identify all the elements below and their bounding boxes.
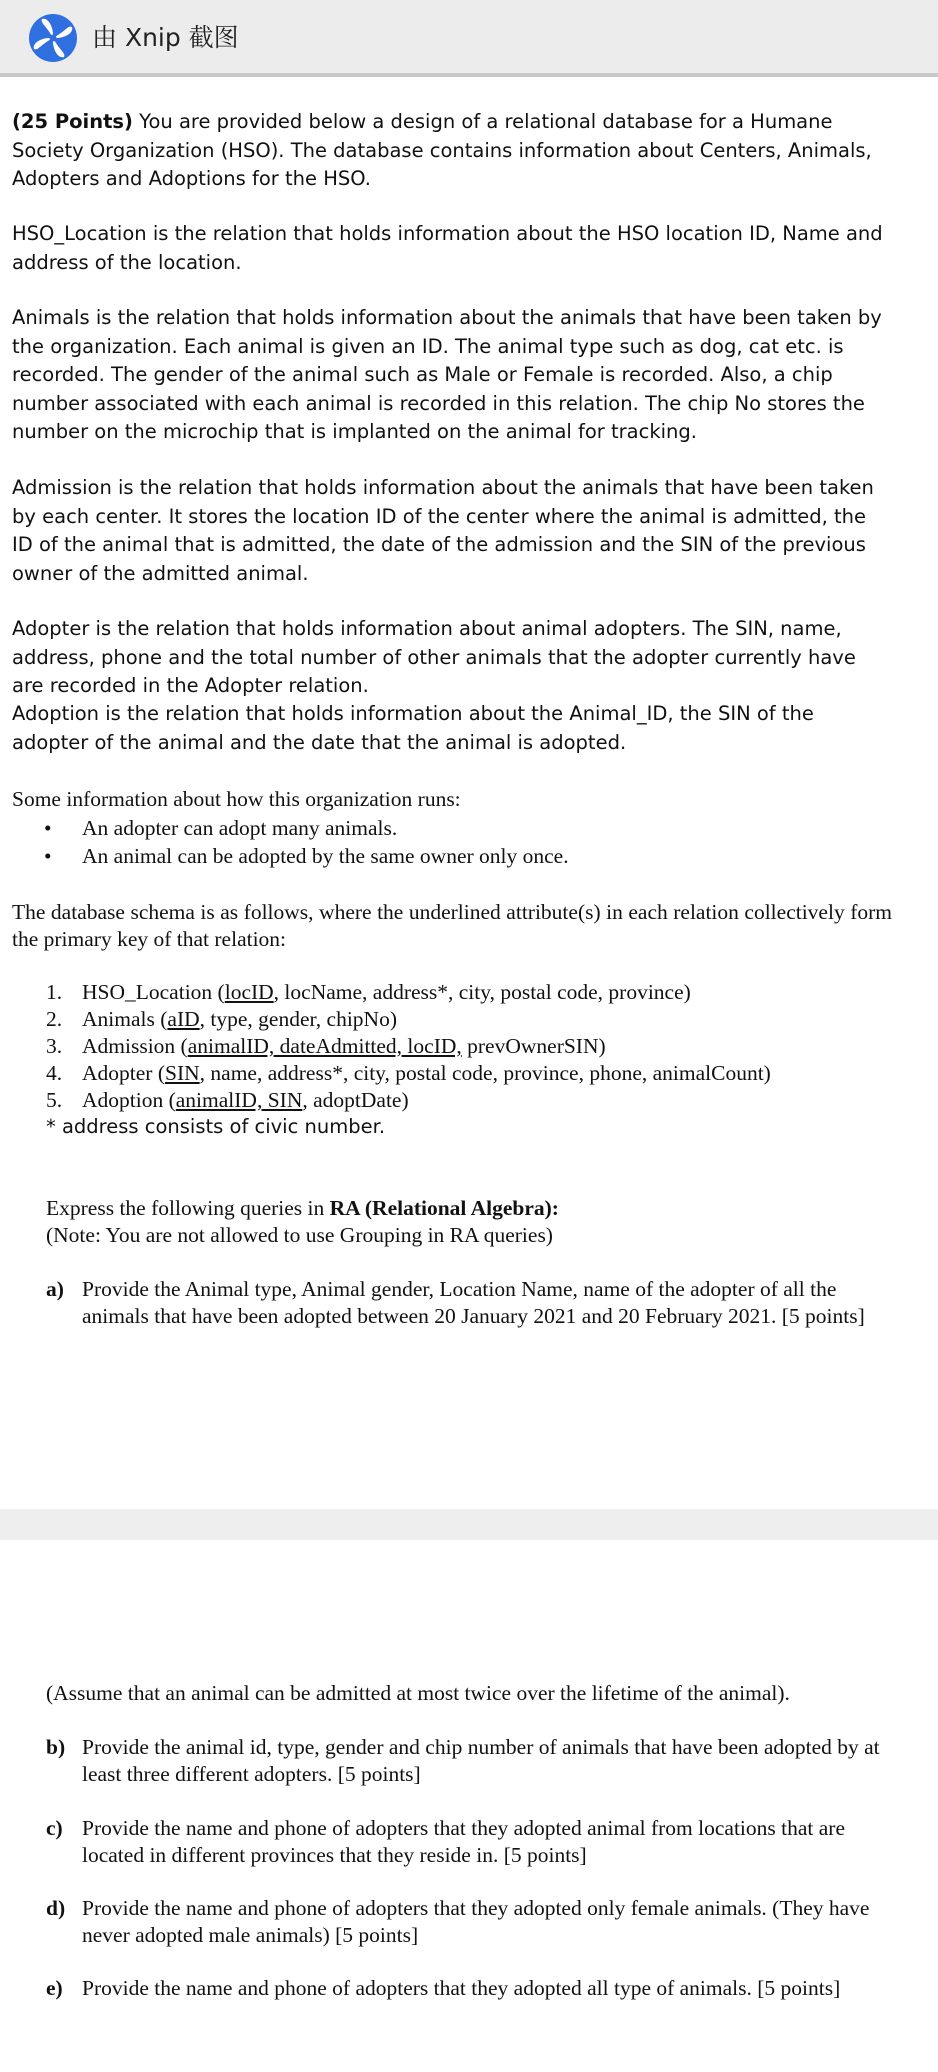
schema-intro: The database schema is as follows, where the underlined attribute(s) in each relation collectively form the primary key of that relation: bbox=[12, 900, 892, 951]
schema-num: 1. bbox=[46, 980, 63, 1004]
express-heading: Express the following queries in RA (Relational Algebra): bbox=[46, 1196, 559, 1220]
schema-item-adoption: Adoption (animalID, SIN, adoptDate) bbox=[82, 1088, 409, 1112]
schema-num: 2. bbox=[46, 1007, 63, 1031]
schema-item-adopter: Adopter (SIN, name, address*, city, postal code, province, phone, animalCount) bbox=[82, 1061, 771, 1085]
primary-key: SIN bbox=[165, 1061, 200, 1085]
primary-key: locID bbox=[224, 980, 274, 1004]
question-a-text: Provide the Animal type, Animal gender, Location Name, name of the adopter of all the animals that have been adopted between 20 January 2021 and 20 February 2021. [5 points] bbox=[82, 1277, 865, 1328]
org-bullet-1: An adopter can adopt many animals. bbox=[82, 816, 398, 840]
question-e-label: e) bbox=[46, 1976, 63, 2000]
location-paragraph: HSO_Location is the relation that holds information about the HSO location ID, Name and address of the location. bbox=[12, 222, 883, 274]
page-break bbox=[0, 1509, 938, 1540]
schema-num: 3. bbox=[46, 1034, 63, 1058]
intro-text: You are provided below a design of a relational database for a Humane Society Organization (HSO). The database contains information about Centers, Animals, Adopters and Adoptions for the HSO. bbox=[12, 110, 872, 190]
intro-paragraph bbox=[12, 108, 892, 194]
express-note: (Note: You are not allowed to use Grouping in RA queries) bbox=[46, 1223, 553, 1247]
question-c-text: Provide the name and phone of adopters that they adopted animal from locations that are located in different provinces that they reside in. [5 points] bbox=[82, 1816, 846, 1867]
primary-key: animalID, dateAdmitted, locID, bbox=[187, 1034, 462, 1058]
address-note: * address consists of civic number. bbox=[46, 1115, 386, 1138]
app-title: 由 Xnip 截图 bbox=[92, 23, 239, 52]
assume-note: (Assume that an animal can be admitted at most twice over the lifetime of the animal). bbox=[46, 1681, 790, 1705]
question-d-text: Provide the name and phone of adopters that they adopted only female animals. (They have never adopted male animals) [5 points] bbox=[82, 1896, 870, 1947]
primary-key: animalID, SIN bbox=[175, 1088, 303, 1112]
adopter-paragraph: Adopter is the relation that holds information about animal adopters. The SIN, name, address, phone and the total number of other animals that the adopter currently have are recorded in the Adopter relation. bbox=[12, 617, 856, 697]
animals-paragraph: Animals is the relation that holds information about the animals that have been taken by the organization. Each animal is given an ID. The animal type such as dog, cat etc. is recorded. The gender of the animal such as Male or Female is recorded. Also, a chip number associated with each animal is recorded in this relation. The chip No stores the number on the microchip that is implanted on the animal for tracking. bbox=[12, 306, 882, 443]
question-b-text: Provide the animal id, type, gender and chip number of animals that have been adopted by at least three different adopters. [5 points] bbox=[82, 1735, 880, 1786]
admission-paragraph: Admission is the relation that holds information about the animals that have been taken by each center. It stores the location ID of the center where the animal is admitted, the ID of the animal that is admitted, the date of the admission and the SIN of the previous owner of the admitted animal. bbox=[12, 476, 874, 585]
schema-num: 4. bbox=[46, 1061, 63, 1085]
bullet-icon: • bbox=[44, 816, 52, 840]
xnip-logo-icon bbox=[28, 13, 78, 63]
bullet-icon: • bbox=[44, 844, 52, 868]
question-e-text: Provide the name and phone of adopters that they adopted all type of animals. [5 points] bbox=[82, 1976, 841, 2000]
title-bar bbox=[0, 0, 938, 77]
question-c-label: c) bbox=[46, 1816, 63, 1840]
schema-item-hso-location: HSO_Location (locID, locName, address*, city, postal code, province) bbox=[82, 980, 691, 1004]
schema-item-animals: Animals (aID, type, gender, chipNo) bbox=[82, 1007, 397, 1031]
question-d-label: d) bbox=[46, 1896, 66, 1920]
primary-key: aID bbox=[167, 1007, 200, 1031]
org-bullet-2: An animal can be adopted by the same owner only once. bbox=[82, 844, 569, 868]
schema-item-admission: Admission (animalID, dateAdmitted, locID, prevOwnerSIN) bbox=[82, 1034, 606, 1058]
schema-num: 5. bbox=[46, 1088, 63, 1112]
points-label: (25 Points) bbox=[12, 110, 133, 133]
question-a-label: a) bbox=[46, 1277, 64, 1301]
question-b-label: b) bbox=[46, 1735, 66, 1759]
adoption-paragraph: Adoption is the relation that holds information about the Animal_ID, the SIN of the adopter of the animal and the date that the animal is adopted. bbox=[12, 702, 814, 754]
org-heading: Some information about how this organization runs: bbox=[12, 787, 461, 811]
